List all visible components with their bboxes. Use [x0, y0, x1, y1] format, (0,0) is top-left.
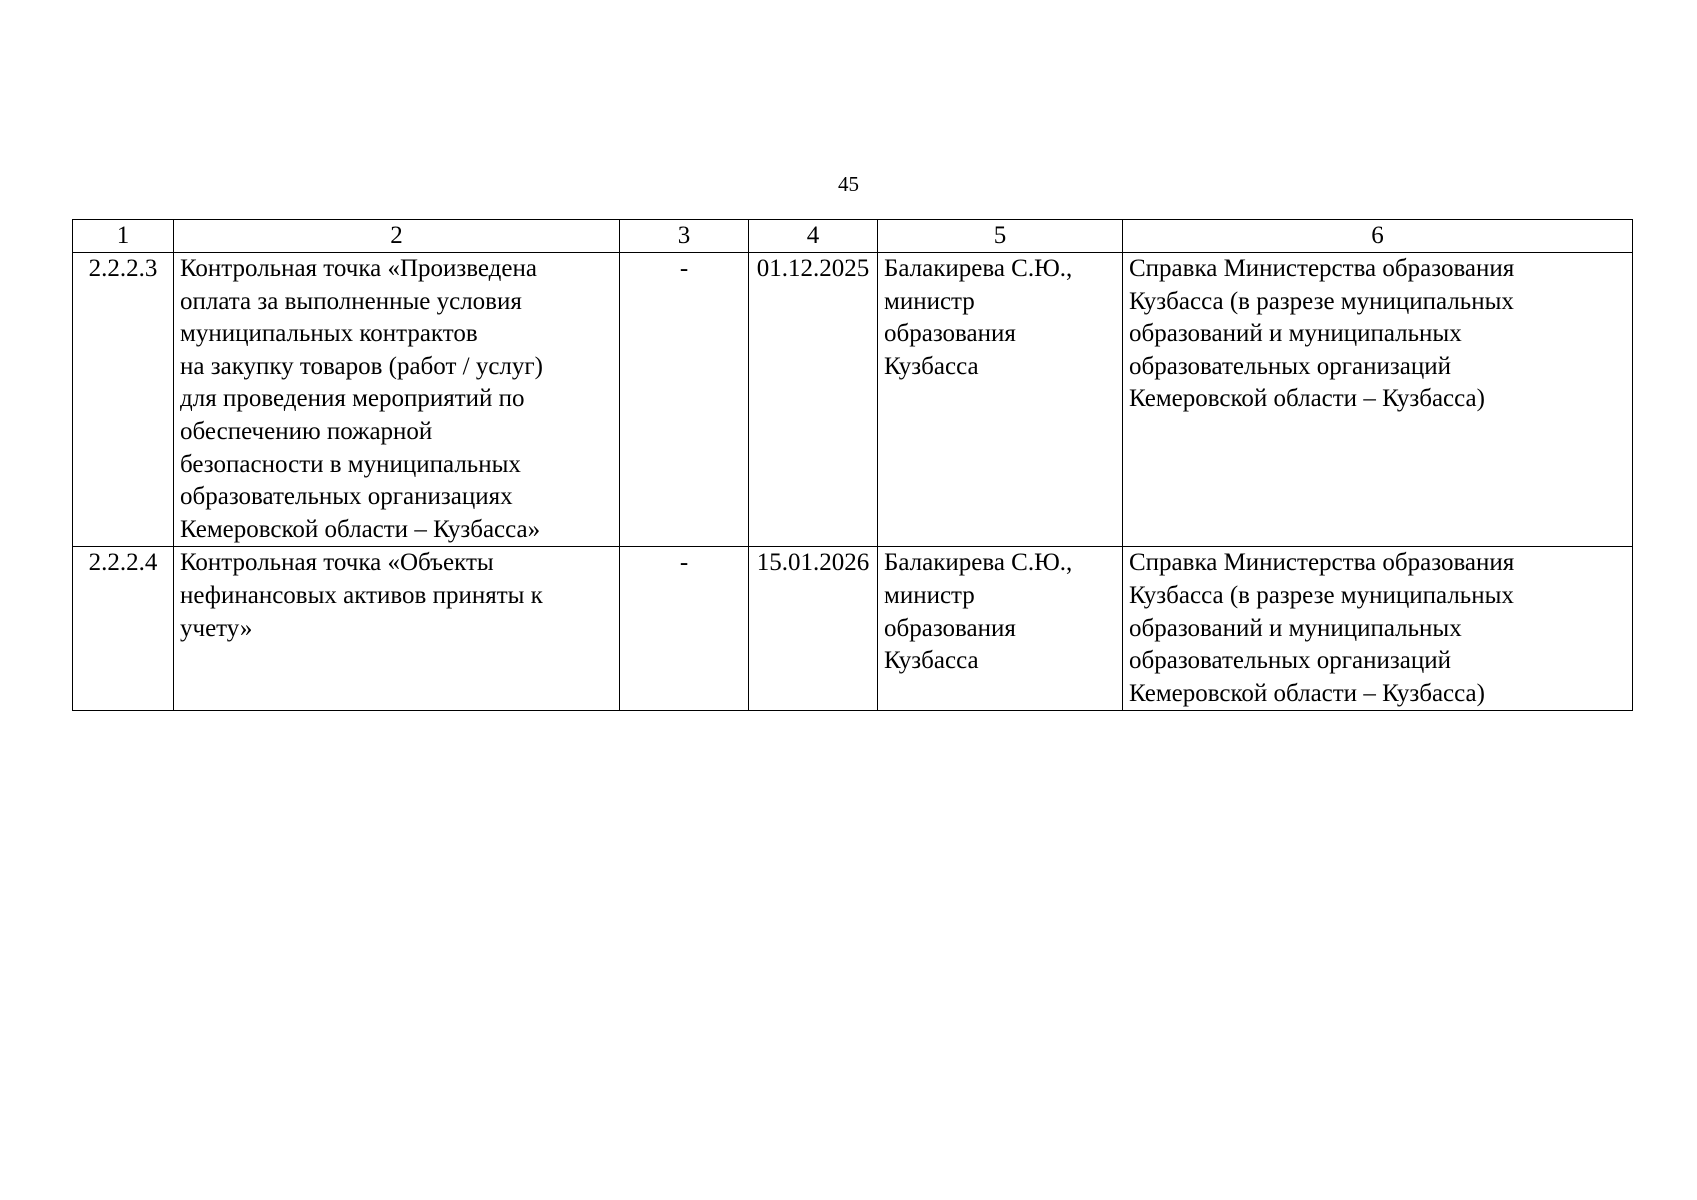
row-document: Справка Министерства образования Кузбасса (в разрезе муниципальных образований и муниципальных образовательных организаций Кемеровской области – Кузбасса)	[1123, 547, 1633, 711]
column-header-2: 2	[174, 220, 620, 253]
row-document: Справка Министерства образования Кузбасса (в разрезе муниципальных образований и муниципальных образовательных организаций Кемеровской области – Кузбасса)	[1123, 253, 1633, 547]
schedule-table	[72, 219, 1633, 711]
row-description: Контрольная точка «Объекты нефинансовых активов приняты к учету»	[174, 547, 620, 711]
page-number: 45	[838, 172, 859, 196]
column-header-6: 6	[1123, 220, 1633, 253]
row-col3: -	[620, 547, 749, 711]
row-number: 2.2.2.3	[73, 253, 174, 547]
table-header-row	[73, 220, 1633, 253]
row-number: 2.2.2.4	[73, 547, 174, 711]
row-date: 15.01.2026	[749, 547, 878, 711]
row-date: 01.12.2025	[749, 253, 878, 547]
table-row	[73, 547, 1633, 711]
table-row	[73, 253, 1633, 547]
row-col3: -	[620, 253, 749, 547]
column-header-4: 4	[749, 220, 878, 253]
row-description: Контрольная точка «Произведена оплата за выполненные условия муниципальных контрактов на закупку товаров (работ / услуг) для проведения мероприятий по обеспечению пожарной безопасности в муниципальных образовательных организациях Кемеровской области – Кузбасса»	[174, 253, 620, 547]
column-header-1: 1	[73, 220, 174, 253]
column-header-3: 3	[620, 220, 749, 253]
column-header-5: 5	[878, 220, 1123, 253]
row-responsible: Балакирева С.Ю., министр образования Кузбасса	[878, 547, 1123, 711]
row-responsible: Балакирева С.Ю., министр образования Кузбасса	[878, 253, 1123, 547]
